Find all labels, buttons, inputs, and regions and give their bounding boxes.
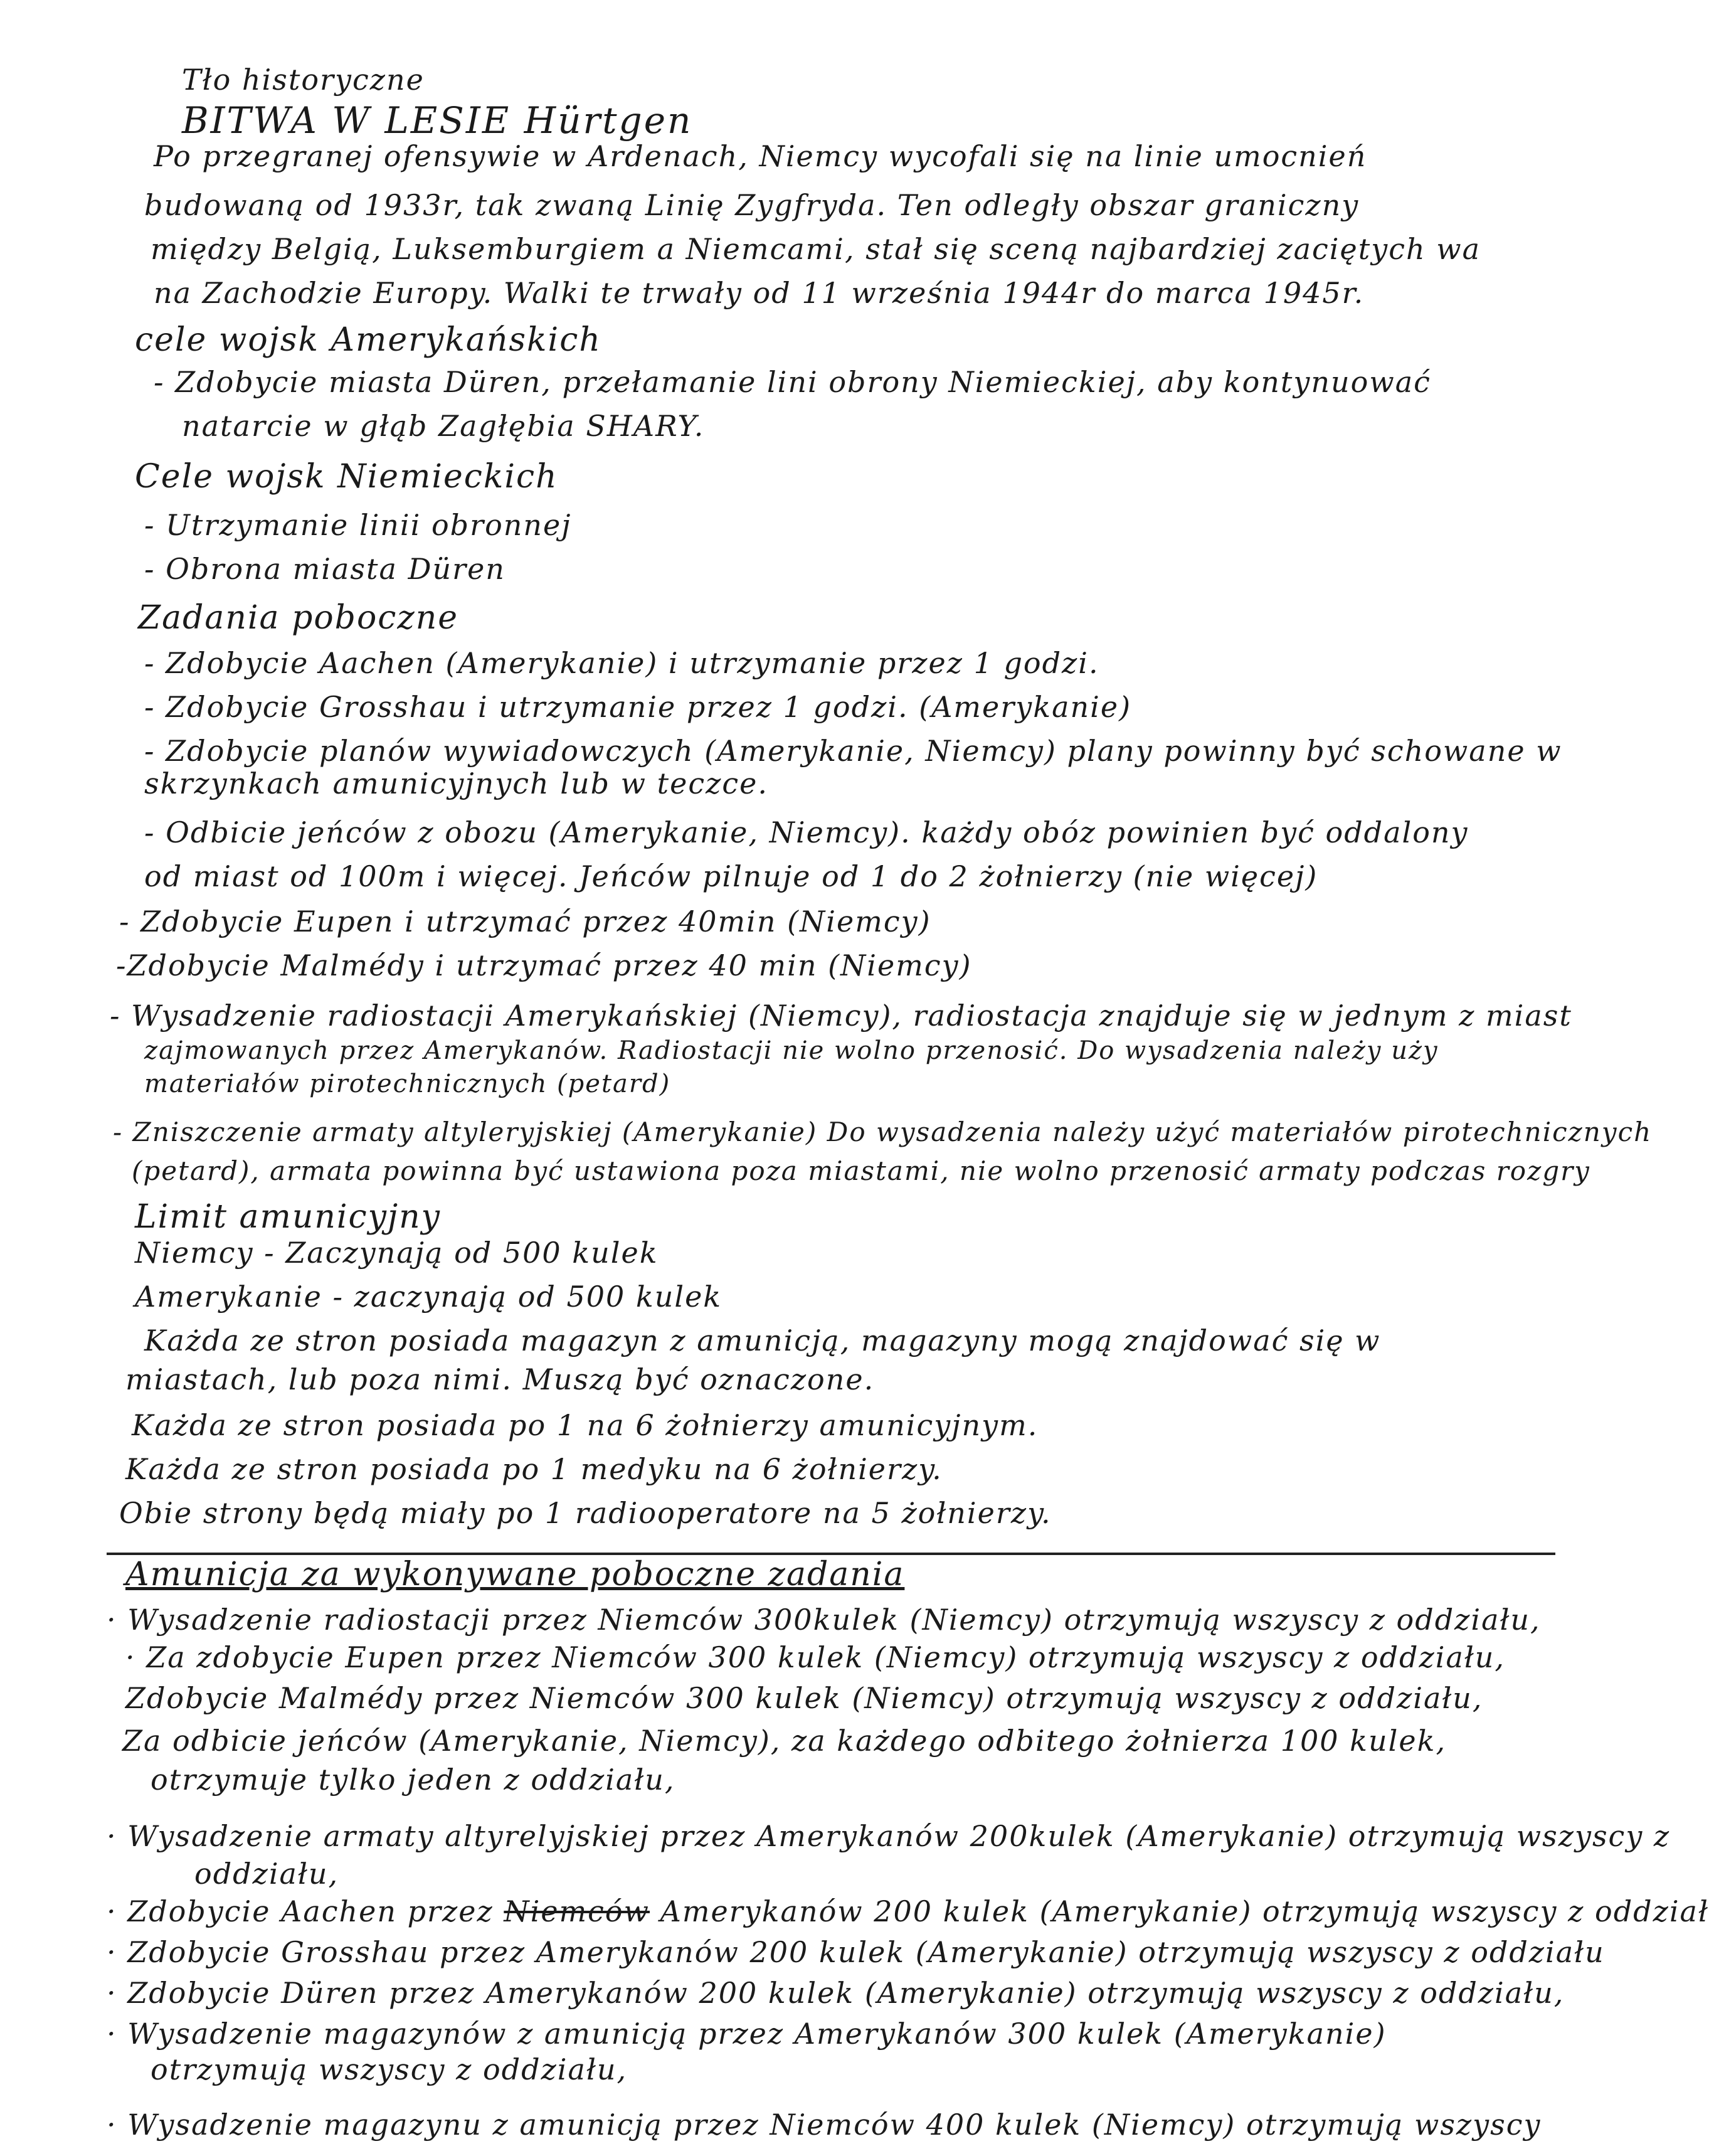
- text-line: Każda ze stron posiada po 1 na 6 żołnierzy amunicyjnym.: [132, 1408, 1039, 1442]
- text-line: oddziału,: [194, 1857, 339, 1891]
- section-heading: Limit amunicyjny: [135, 1198, 441, 1236]
- section-heading: cele wojsk Amerykańskich: [135, 321, 601, 359]
- list-item: - Zniszczenie armaty altyleryjskiej (Amerykanie) Do wysadzenia należy użyć materiałów pirotechnicznych: [113, 1117, 1653, 1147]
- list-item: · Wysadzenie radiostacji przez Niemców 300kulek (Niemcy) otrzymują wszyscy z oddziału,: [107, 1603, 1541, 1637]
- list-item: · Zdobycie Grosshau przez Amerykanów 200 kulek (Amerykanie) otrzymują wszyscy z oddziału: [107, 1935, 1605, 1969]
- text-span: Amerykanów 200 kulek (Amerykanie) otrzymują wszyscy z oddział: [650, 1894, 1709, 1928]
- list-item: - Utrzymanie linii obronnej: [144, 508, 572, 542]
- list-item: - Zdobycie planów wywiadowczych (Amerykanie, Niemcy) plany powinny być schowane w: [144, 734, 1562, 768]
- text-line: Po przegranej ofensywie w Ardenach, Niemcy wycofali się na linie umocnień: [154, 139, 1367, 173]
- list-item: -Zdobycie Malmédy i utrzymać przez 40 min (Niemcy): [116, 948, 972, 982]
- list-item: - Zdobycie Grosshau i utrzymanie przez 1 godzi. (Amerykanie): [144, 690, 1132, 724]
- text-line: miastach, lub poza nimi. Muszą być oznaczone.: [125, 1362, 875, 1396]
- text-line: między Belgią, Luksemburgiem a Niemcami, stał się sceną najbardziej zaciętych wa: [151, 232, 1481, 266]
- text-line: natarcie w głąb Zagłębia SHARY.: [182, 409, 705, 443]
- text-line: na Zachodzie Europy. Walki te trwały od 11 września 1944r do marca 1945r.: [154, 276, 1365, 310]
- text-line: Obie strony będą miały po 1 radiooperatore na 5 żołnierzy.: [119, 1496, 1052, 1530]
- section-heading: Amunicja za wykonywane poboczne zadania: [125, 1556, 905, 1593]
- page-title: BITWA W LESIE Hürtgen: [182, 99, 693, 142]
- divider: [107, 1553, 1555, 1555]
- section-heading: Cele wojsk Niemieckich: [135, 458, 558, 496]
- section-heading: Zadania poboczne: [138, 599, 459, 637]
- text-span: · Zdobycie Aachen przez: [107, 1894, 494, 1928]
- subtitle-line: Tło historyczne: [182, 63, 425, 97]
- list-item: · Zdobycie Düren przez Amerykanów 200 kulek (Amerykanie) otrzymują wszyscy z oddziału,: [107, 1976, 1565, 2010]
- text-line: - Zdobycie miasta Düren, przełamanie lini obrony Niemieckiej, aby kontynuować: [154, 365, 1431, 399]
- text-line: budowaną od 1933r, tak zwaną Linię Zygfryda. Ten odległy obszar graniczny: [144, 188, 1360, 222]
- text-line: Każda ze stron posiada po 1 medyku na 6 żołnierzy.: [125, 1452, 943, 1486]
- list-item: · Wysadzenie magazynów z amunicją przez Amerykanów 300 kulek (Amerykanie): [107, 2017, 1387, 2051]
- text-line: otrzymują wszyscy z oddziału,: [151, 2052, 628, 2086]
- text-line: Za odbicie jeńców (Amerykanie, Niemcy), za każdego odbitego żołnierza 100 kulek,: [122, 1724, 1447, 1758]
- list-item: - Obrona miasta Düren: [144, 552, 505, 586]
- list-item: · Wysadzenie armaty altyrelyjskiej przez Amerykanów 200kulek (Amerykanie) otrzymują wszyscy z: [107, 1819, 1671, 1853]
- list-item: - Zdobycie Aachen (Amerykanie) i utrzymanie przez 1 godzi.: [144, 646, 1099, 680]
- text-line: zajmowanych przez Amerykanów. Radiostacji nie wolno przenosić. Do wysadzenia należy uży: [144, 1036, 1439, 1065]
- list-item: - Odbicie jeńców z obozu (Amerykanie, Niemcy). każdy obóz powinien być oddalony: [144, 815, 1469, 849]
- list-item: [107, 1894, 1709, 1928]
- list-item: · Wysadzenie magazynu z amunicją przez Niemców 400 kulek (Niemcy) otrzymują wszyscy: [107, 2108, 1542, 2142]
- text-line: Niemcy - Zaczynają od 500 kulek: [135, 1236, 659, 1270]
- text-line: Zdobycie Malmédy przez Niemców 300 kulek (Niemcy) otrzymują wszyscy z oddziału,: [125, 1681, 1483, 1715]
- text-line: materiałów pirotechnicznych (petard): [144, 1070, 671, 1098]
- text-line: Amerykanie - zaczynają od 500 kulek: [135, 1280, 722, 1314]
- text-line: Każda ze stron posiada magazyn z amunicją, magazyny mogą znajdować się w: [144, 1324, 1381, 1357]
- struck-word: Niemców: [504, 1894, 650, 1928]
- list-item: · Za zdobycie Eupen przez Niemców 300 kulek (Niemcy) otrzymują wszyscy z oddziału,: [125, 1640, 1506, 1674]
- text-line: (petard), armata powinna być ustawiona poza miastami, nie wolno przenosić armaty podczas rozgry: [132, 1155, 1590, 1186]
- text-line: otrzymuje tylko jeden z oddziału,: [151, 1763, 675, 1797]
- text-line: od miast od 100m i więcej. Jeńców pilnuje od 1 do 2 żołnierzy (nie więcej): [144, 859, 1318, 893]
- list-item: - Wysadzenie radiostacji Amerykańskiej (Niemcy), radiostacja znajduje się w jednym z miast: [110, 999, 1572, 1033]
- text-line: skrzynkach amunicyjnych lub w teczce.: [144, 767, 768, 800]
- list-item: - Zdobycie Eupen i utrzymać przez 40min (Niemcy): [119, 905, 931, 938]
